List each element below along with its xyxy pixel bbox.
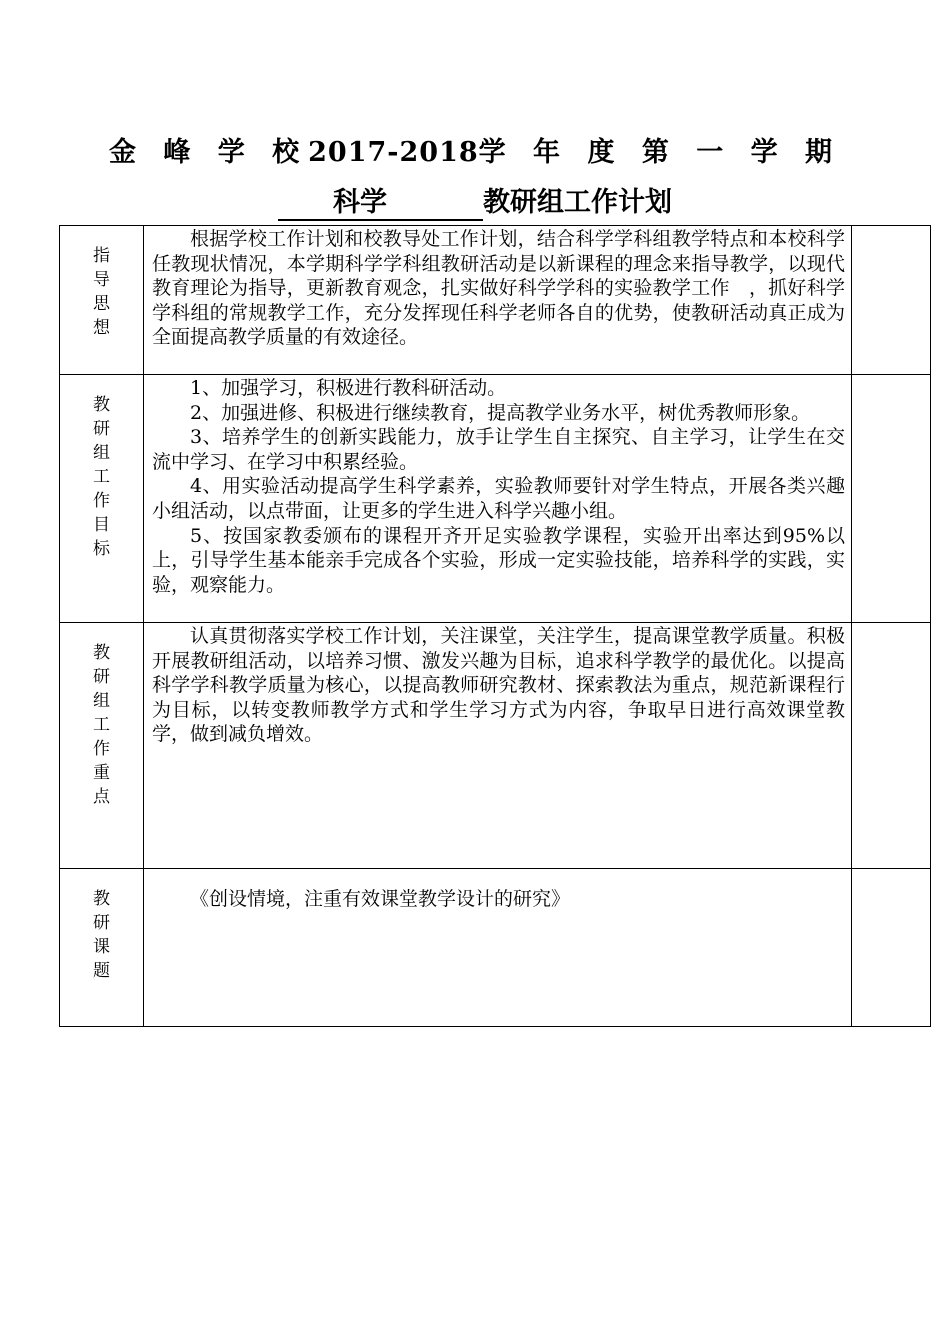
label-char: 标 bbox=[93, 539, 110, 559]
paragraph: 根据学校工作计划和校教导处工作计划，结合科学学科组教学特点和本校科学任教现状情况，本学期科学学科组教研活动是以新课程的理念来指导教学，以现代教育理论为指导，更新教育观念，扎实做好科学学科的实验教学工作 ，抓好科学学科组的常规教学工作，充分发挥现任科学老师各自的优势，使教研活动真正成为全面提高教学质量的有效途径。 bbox=[152, 228, 845, 349]
row-label-guiding-ideology bbox=[60, 226, 144, 375]
label-char: 思 bbox=[93, 294, 110, 314]
label-char: 课 bbox=[93, 937, 110, 957]
label-char: 目 bbox=[93, 515, 110, 535]
research-topic: 《创设情境，注重有效课堂教学设计的研究》 bbox=[190, 888, 571, 910]
goal-item: 4、用实验活动提高学生科学素养，实验教师要针对学生特点，开展各类兴趣小组活动，以点带面，让更多的学生进入科学兴趣小组。 bbox=[152, 475, 845, 522]
label-char: 研 bbox=[93, 913, 110, 933]
label-char: 工 bbox=[93, 467, 110, 487]
label-char: 教 bbox=[93, 395, 110, 415]
subject-name: 科学 bbox=[278, 180, 483, 221]
table-row bbox=[60, 226, 931, 375]
goal-item: 1、加强学习，积极进行教科研活动。 bbox=[190, 377, 507, 399]
label-char: 题 bbox=[93, 961, 110, 981]
blank-cell bbox=[852, 226, 931, 375]
label-char: 指 bbox=[93, 246, 110, 266]
document-title bbox=[0, 130, 950, 169]
label-char: 组 bbox=[93, 443, 110, 463]
school-year: 2017-2018 bbox=[308, 137, 479, 168]
goal-item: 2、加强进修、积极进行继续教育，提高教学业务水平，树优秀教师形象。 bbox=[190, 401, 811, 424]
row-label-work-focus bbox=[60, 623, 144, 869]
row-content-work-focus bbox=[144, 623, 852, 869]
label-char: 教 bbox=[93, 643, 110, 663]
label-char: 组 bbox=[93, 691, 110, 711]
label-char: 教 bbox=[93, 889, 110, 909]
paragraph: 认真贯彻落实学校工作计划，关注课堂，关注学生，提高课堂教学质量。积极开展教研组活动，以培养习惯、激发兴趣为目标，追求科学教学的最优化。以提高科学学科教学质量为核心，以提高教师研究教材、探索教法为重点，规范新课程行为目标，以转变教师教学方式和学生学习方式为内容，争取早日进行高效课堂教学，做到减负增效。 bbox=[152, 625, 845, 746]
table-row bbox=[60, 375, 931, 623]
blank-cell bbox=[852, 375, 931, 623]
row-content-research-topic bbox=[144, 869, 852, 1027]
semester: 学 年 度 第 一 学 期 bbox=[478, 137, 842, 168]
row-content-guiding-ideology bbox=[144, 226, 852, 375]
table-row bbox=[60, 623, 931, 869]
goal-item: 5、按国家教委颁布的课程开齐开足实验教学课程，实验开出率达到95%以上，引导学生基本能亲手完成各个实验，形成一定实验技能，培养科学的实践，实验，观察能力。 bbox=[152, 524, 845, 596]
label-char: 工 bbox=[93, 715, 110, 735]
label-char: 研 bbox=[93, 419, 110, 439]
label-char: 点 bbox=[93, 787, 110, 807]
document-subtitle bbox=[0, 180, 950, 221]
row-label-work-goals bbox=[60, 375, 144, 623]
blank-cell bbox=[852, 869, 931, 1027]
label-char: 作 bbox=[93, 739, 110, 759]
row-content-work-goals bbox=[144, 375, 852, 623]
label-char: 重 bbox=[93, 763, 110, 783]
label-char: 研 bbox=[93, 667, 110, 687]
row-label-research-topic bbox=[60, 869, 144, 1027]
label-char: 作 bbox=[93, 491, 110, 511]
plan-title: 教研组工作计划 bbox=[483, 187, 672, 218]
label-char: 导 bbox=[93, 270, 110, 290]
blank-cell bbox=[852, 623, 931, 869]
goal-item: 3、培养学生的创新实践能力，放手让学生自主探究、自主学习，让学生在交流中学习、在学习中积累经验。 bbox=[152, 426, 845, 473]
table-row bbox=[60, 869, 931, 1027]
plan-table bbox=[59, 225, 931, 1027]
school-name: 金 峰 学 校 bbox=[108, 137, 309, 168]
label-char: 想 bbox=[93, 318, 110, 338]
